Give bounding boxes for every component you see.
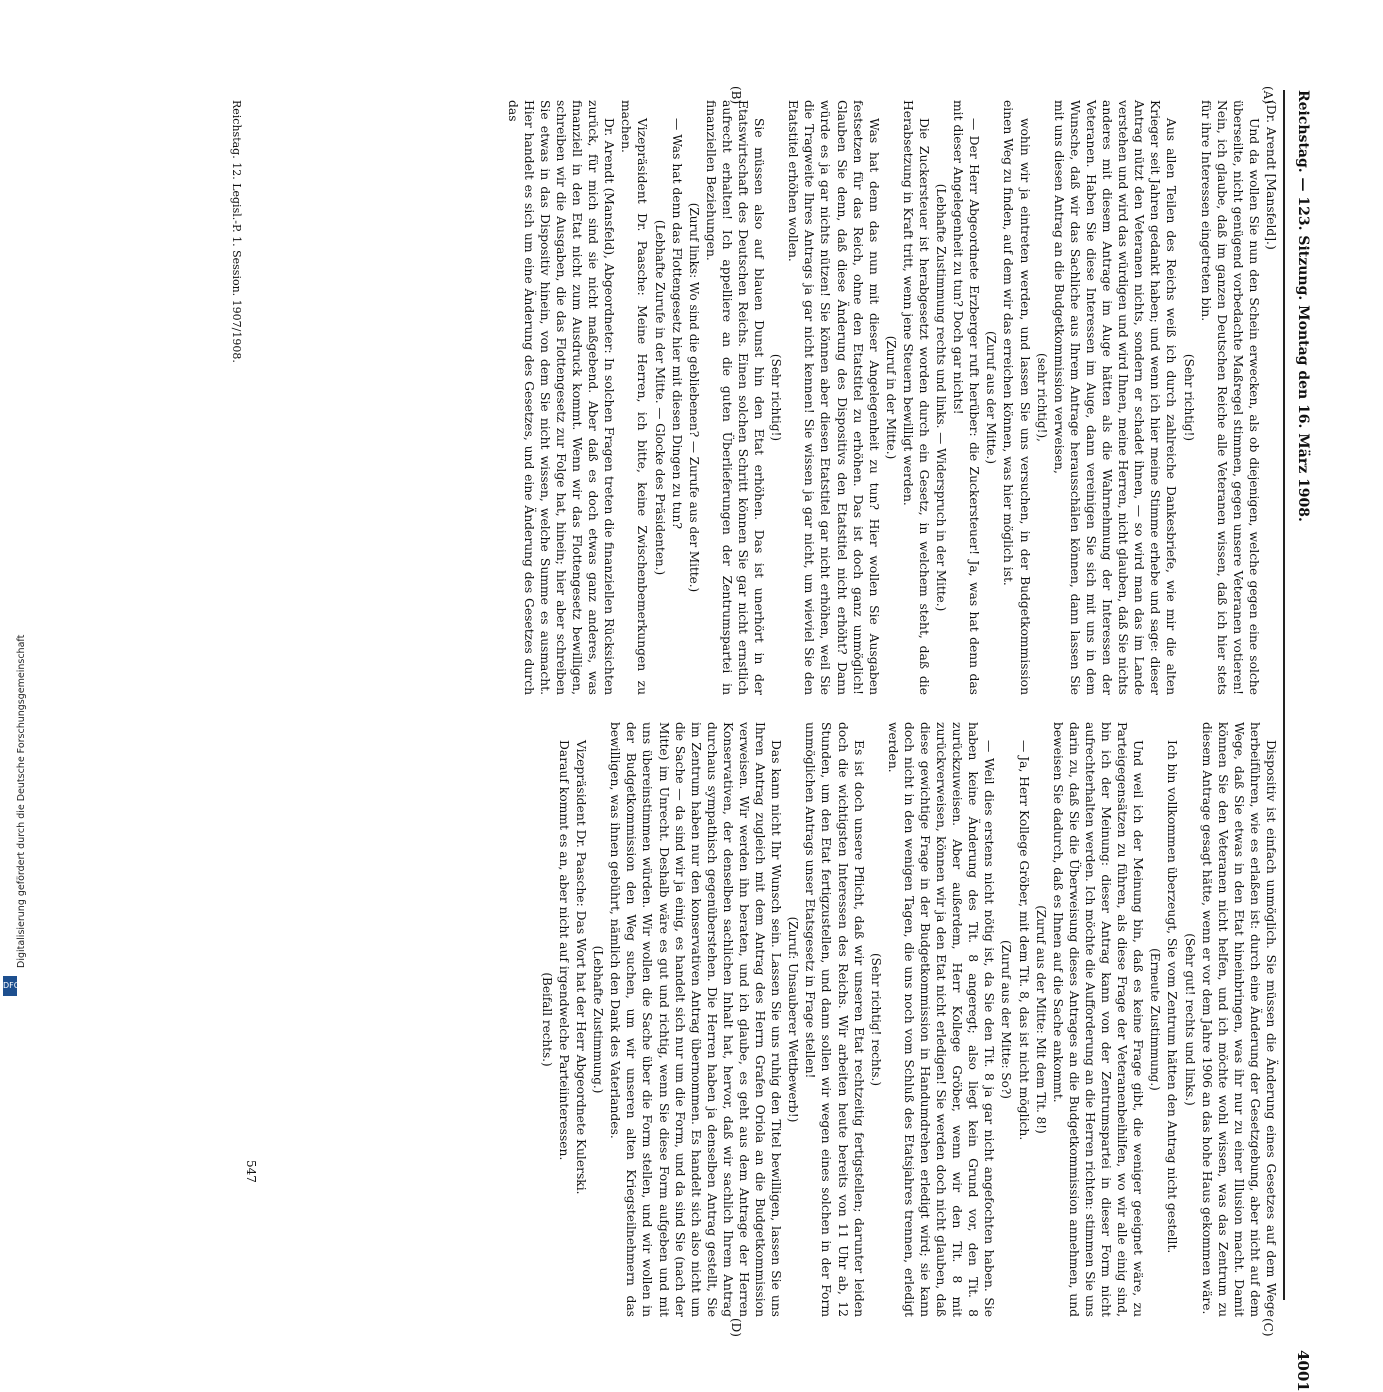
digitization-attribution bbox=[0, 600, 27, 1000]
header-rule bbox=[1283, 90, 1285, 1300]
interjection: (Lebhafte Zustimmung.) bbox=[591, 945, 606, 1094]
interjection: (Zuruf aus der Mitte: So?) bbox=[999, 940, 1014, 1099]
paragraph: Vizepräsident Dr. Paasche: Das Wort hat der Herr Abgeordnete Kulerski. bbox=[574, 740, 589, 1195]
left-text-column bbox=[504, 100, 1279, 695]
paragraph: (Dr. Arendt [Mansfeld].) bbox=[1264, 100, 1278, 250]
interjection: (Erneute Zustimmung.) bbox=[1148, 948, 1163, 1091]
interjection: (Beifall rechts.) bbox=[539, 972, 554, 1067]
paragraph: Aus allen Teilen des Reichs weiß ich durch zahlreiche Dankesbriefe, wie mir die alten Krieger seit Jahren gedankt haben; und wenn ich hier meine Stimme erhebe und sage: dieser Antrag nützt den Veteranen nichts, sondern er schadet ihnen, — so wird man das im Lande verstehen und wird das würdigen und wird Ihnen, meine Herren, nicht glauben, daß Sie nichts anderes mit diesem Antrage im Auge hätten als die Wahrnehmung der Interessen der Veteranen. Haben Sie diese Interessen im Auge, dann vereinigen Sie sich mit uns in dem Wunsche, daß wir das Sachliche aus Ihrem Antrage herausschälen können, dann lassen Sie mit uns diesen Antrag an die Budgetkommission verweisen, bbox=[1051, 100, 1179, 695]
paragraph: — Was hat denn das Flottengesetz hier mit diesen Dingen zu tun? bbox=[669, 118, 684, 529]
interjection: (sehr richtig!), bbox=[1034, 353, 1049, 442]
interjection: (Sehr gut! rechts und links.) bbox=[1182, 933, 1197, 1106]
paragraph: Und da wollen Sie nun den Schein erwecken, als ob diejenigen, welche gegen eine solche überseilte, nicht genügend vorbedachte Maßregel stimmen, gegen unsere Veteranen votieren! Nein, ich glaube, daß im ganzen Deutschen Reiche alle Veteranen wissen, daß ich hier stets für ihre Interessen eingetreten bin. bbox=[1198, 100, 1261, 695]
paragraph: Das kann nicht Ihr Wunsch sein. Lassen Sie uns ruhig den Titel bewilligen, lassen Sie uns Ihren Antrag zugleich mit dem Antrag des Herrn Grafen Oriola an die Budgetkommission verweisen. Wir werden ihn beraten, und ich glaube, es geht aus dem Antrage der Herren Konservativen, der denselben sachlichen Inhalt hat, hervor, daß wir sachlich Ihrem Antrag durchaus sympathisch gegenüberstehen. Die Herren haben ja denselben Antrag gestellt, Sie im Zentrum haben nur den konservativen Antrag übernommen. Es handelt sich also nicht um die Sache — da sind wir ja einig, es handelt sich nur um die Form, und da sind Sie (nach der Mitte) im Unrecht. Deshalb wäre es gut und richtig, wenn Sie diese Form aufgeben und mit uns übereinstimmen würden. Wir wollen die Sache über die Form stellen, und wir wollen in der Budgetkommission den Weg suchen, um wir unseren alten Kriegsteilnehmern das bewilligen, was ihnen gebührt, nämlich den Dank des Vaterlandes. bbox=[608, 722, 784, 1317]
interjection: (Sehr richtig!) bbox=[769, 353, 784, 442]
paragraph: Dispositiv ist einfach unmöglich. Sie müssen die Änderung eines Gesetzes auf dem Wege herbeiführen, wie es erlaßen ist: durch eine Änderung der Gesetzgebung, aber nicht auf dem Wege, daß Sie etwas in den Etat hineinbringen, was ihr nur zu einer Illusion macht. Damit können Sie den Veteranen nicht helfen, und ich möchte wohl wissen, was das Zentrum zu diesem Antrage gesagt hätte, wenn er vor dem Jahre 1906 an das hohe Haus gekommen wäre. bbox=[1199, 722, 1278, 1317]
interjection: (Sehr richtig! rechts.) bbox=[868, 952, 883, 1087]
interjection: (Zuruf aus der Mitte: Mit dem Tit. 8!) bbox=[1033, 905, 1048, 1134]
paragraph: Sie müssen also auf blauen Dunst hin den Etat erhöhen. Das ist unerhört in der Etatswirtschaft des Deutschen Reichs. Einen solchen Schritt können Sie gar nicht ernstlich aufrecht erhalten! Ich appelliere an die guten Überlieferungen der Zentrumspartei in finanziellen Beziehungen. bbox=[703, 100, 767, 695]
paragraph: — Weil dies erstens nicht nötig ist, da Sie den Tit. 8 ja gar nicht angefochten haben. Sie haben keine Änderung des Tit. 8 angeregt; also liegt kein Grund vor, den Tit. 8 zurückzuweisen. Aber außerdem, Herr Kollege Gröber, wenn wir den Tit. 8 mit zurückverweisen, können wir ja den Etat nicht erledigen! Sie werden doch nicht glauben, daß diese gewichtige Frage in der Budgetkommission in Handumdrehen erledigt wird; sie kann doch nicht in den wenigen Tagen, die uns noch vom Schluß des Etatsjahres trennen, erledigt werden. bbox=[885, 722, 997, 1317]
paragraph: Es ist doch unsere Pflicht, daß wir unseren Etat rechtzeitig fertigstellen; darunter leiden doch die wichtigsten Interessen des Reichs. Wir arbeiten heute bereits von 11 Uhr ab, 12 Stunden, um den Etat fertigzustellen, und dann sollen wir wegen eines solchen in der Form unmöglichen Antrags unser Etatsgesetz in Frage stellen! bbox=[803, 722, 866, 1317]
interjection: (Lebhafte Zustimmung rechts und links. — Widerspruch in der Mitte.) bbox=[934, 183, 949, 612]
footer-session: Reichstag. 12. Legisl.-P. 1. Session. 1907/1908. bbox=[230, 100, 243, 363]
paragraph: Und weil ich der Meinung bin, daß es keine Frage gibt, die weniger geeignet wäre, zu Parteigegensätzen zu führen, als diese Frage der Veteranenbeihilfen, wo wir alle einig sind, bin ich der Meinung: dieser Antrag kann von der Zentrumspartei in dieser Form nicht aufrechterhalten werden. Ich möchte die Aufforderung an die Herren richten: stimmen Sie uns darin zu, daß Sie die Überweisung dieses Antrages an die Budgetkommission annehmen, und beweisen Sie dadurch, daß es Ihnen auf die Sache ankommt. bbox=[1050, 722, 1146, 1317]
paragraph: Darauf kommt es an, aber nicht auf irgendwelche Parteiinteressen. bbox=[556, 740, 571, 1161]
footer-page-number: 547 bbox=[244, 1160, 258, 1183]
interjection: (Zuruf: Unsauberer Wettbewerb!) bbox=[786, 916, 801, 1123]
right-text-column bbox=[538, 722, 1279, 1317]
interjection: (Zuruf aus der Mitte.) bbox=[984, 330, 999, 465]
paragraph: — Ja, Herr Kollege Gröber, mit dem Tit. 8, das ist nicht möglich. bbox=[1016, 740, 1031, 1141]
paragraph: Vizepräsident Dr. Paasche: Meine Herren, ich bitte, keine Zwischenbemerkungen zu machen. bbox=[619, 100, 650, 695]
interjection: (Zuruf links: Wo sind die gebliebenen? — Zurufe aus der Mitte.) bbox=[686, 202, 701, 593]
attribution-text: Digitalisierung gefördert durch die Deutsche Forschungsgemeinschaft bbox=[16, 634, 27, 968]
paragraph: Ich bin vollkommen überzeugt, Sie vom Zentrum hätten den Antrag nicht gestellt. bbox=[1165, 740, 1180, 1254]
page-number: 4001 bbox=[1294, 1350, 1312, 1392]
margin-mark-b: (B) bbox=[729, 86, 743, 105]
dfg-logo: DFG bbox=[3, 976, 17, 996]
interjection: (Lebhafte Zurufe in der Mitte. — Glocke des Präsidenten.) bbox=[652, 219, 667, 576]
paragraph: Dr. Arendt (Mansfeld), Abgeordneter: In solchen Fragen treten die finanziellen Rücksichten zurück, für mich sind sie nicht maßgebend. Aber daß es doch etwas ganz anderes, was finanziell in den Etat nicht zum Ausdruck kommt. Wenn wir das Flottengesetz bewilligen, schreiben wir die Ausgaben, die das Flottengesetz zur Folge hat, hinein; hier aber schreiben Sie etwas in das Dispositiv hinein, von dem Sie nicht wissen, welche Summe es ausmacht. Hier handelt es sich um eine Änderung des Gesetzes, und eine Änderung des Gesetzes durch das bbox=[505, 100, 617, 695]
interjection: (Zuruf in der Mitte.) bbox=[883, 335, 898, 460]
paragraph: wohin wir ja eintreten werden, und lassen Sie uns versuchen, in der Budgetkommission einen Weg zu finden, auf dem wir das erreichen können, was hier möglich ist. bbox=[1001, 100, 1032, 695]
paragraph: Was hat denn das nun mit dieser Angelegenheit zu tun? Hier wollen Sie Ausgaben festsetzen für das Reich, ohne den Etatstitel zu erhöhen. Das ist doch ganz unmöglich! Glauben Sie denn, daß diese Änderung des Dispositivs den Etatstitel nicht erhöht? Dann würde es ja gar nichts nützen! Sie können aber diesen Etatstitel gar nicht erhöhen, weil Sie die Tragweite Ihres Antrags ja gar nicht kennen! Sie wissen ja gar nicht, um wieviel Sie den Etatstitel erhöhen wollen. bbox=[786, 100, 881, 695]
interjection: (Sehr richtig!) bbox=[1181, 353, 1196, 442]
margin-mark-a: (A) bbox=[1261, 86, 1275, 105]
paragraph: — Der Herr Abgeordnete Erzberger ruft herüber: die Zuckersteuer! Ja, was hat denn das mit dieser Angelegenheit zu tun? Doch gar nichts! bbox=[951, 100, 982, 695]
page-header: Reichstag. — 123. Sitzung. Montag den 16. März 1908. bbox=[1295, 90, 1311, 522]
margin-mark-d: (D) bbox=[729, 1318, 743, 1337]
paragraph: Die Zuckersteuer ist herabgesetzt worden durch ein Gesetz, in welchem steht, daß die Herabsetzung in Kraft tritt, wenn jene Steuern bewilligt werden. bbox=[900, 100, 932, 695]
margin-mark-c: (C) bbox=[1261, 1318, 1275, 1337]
